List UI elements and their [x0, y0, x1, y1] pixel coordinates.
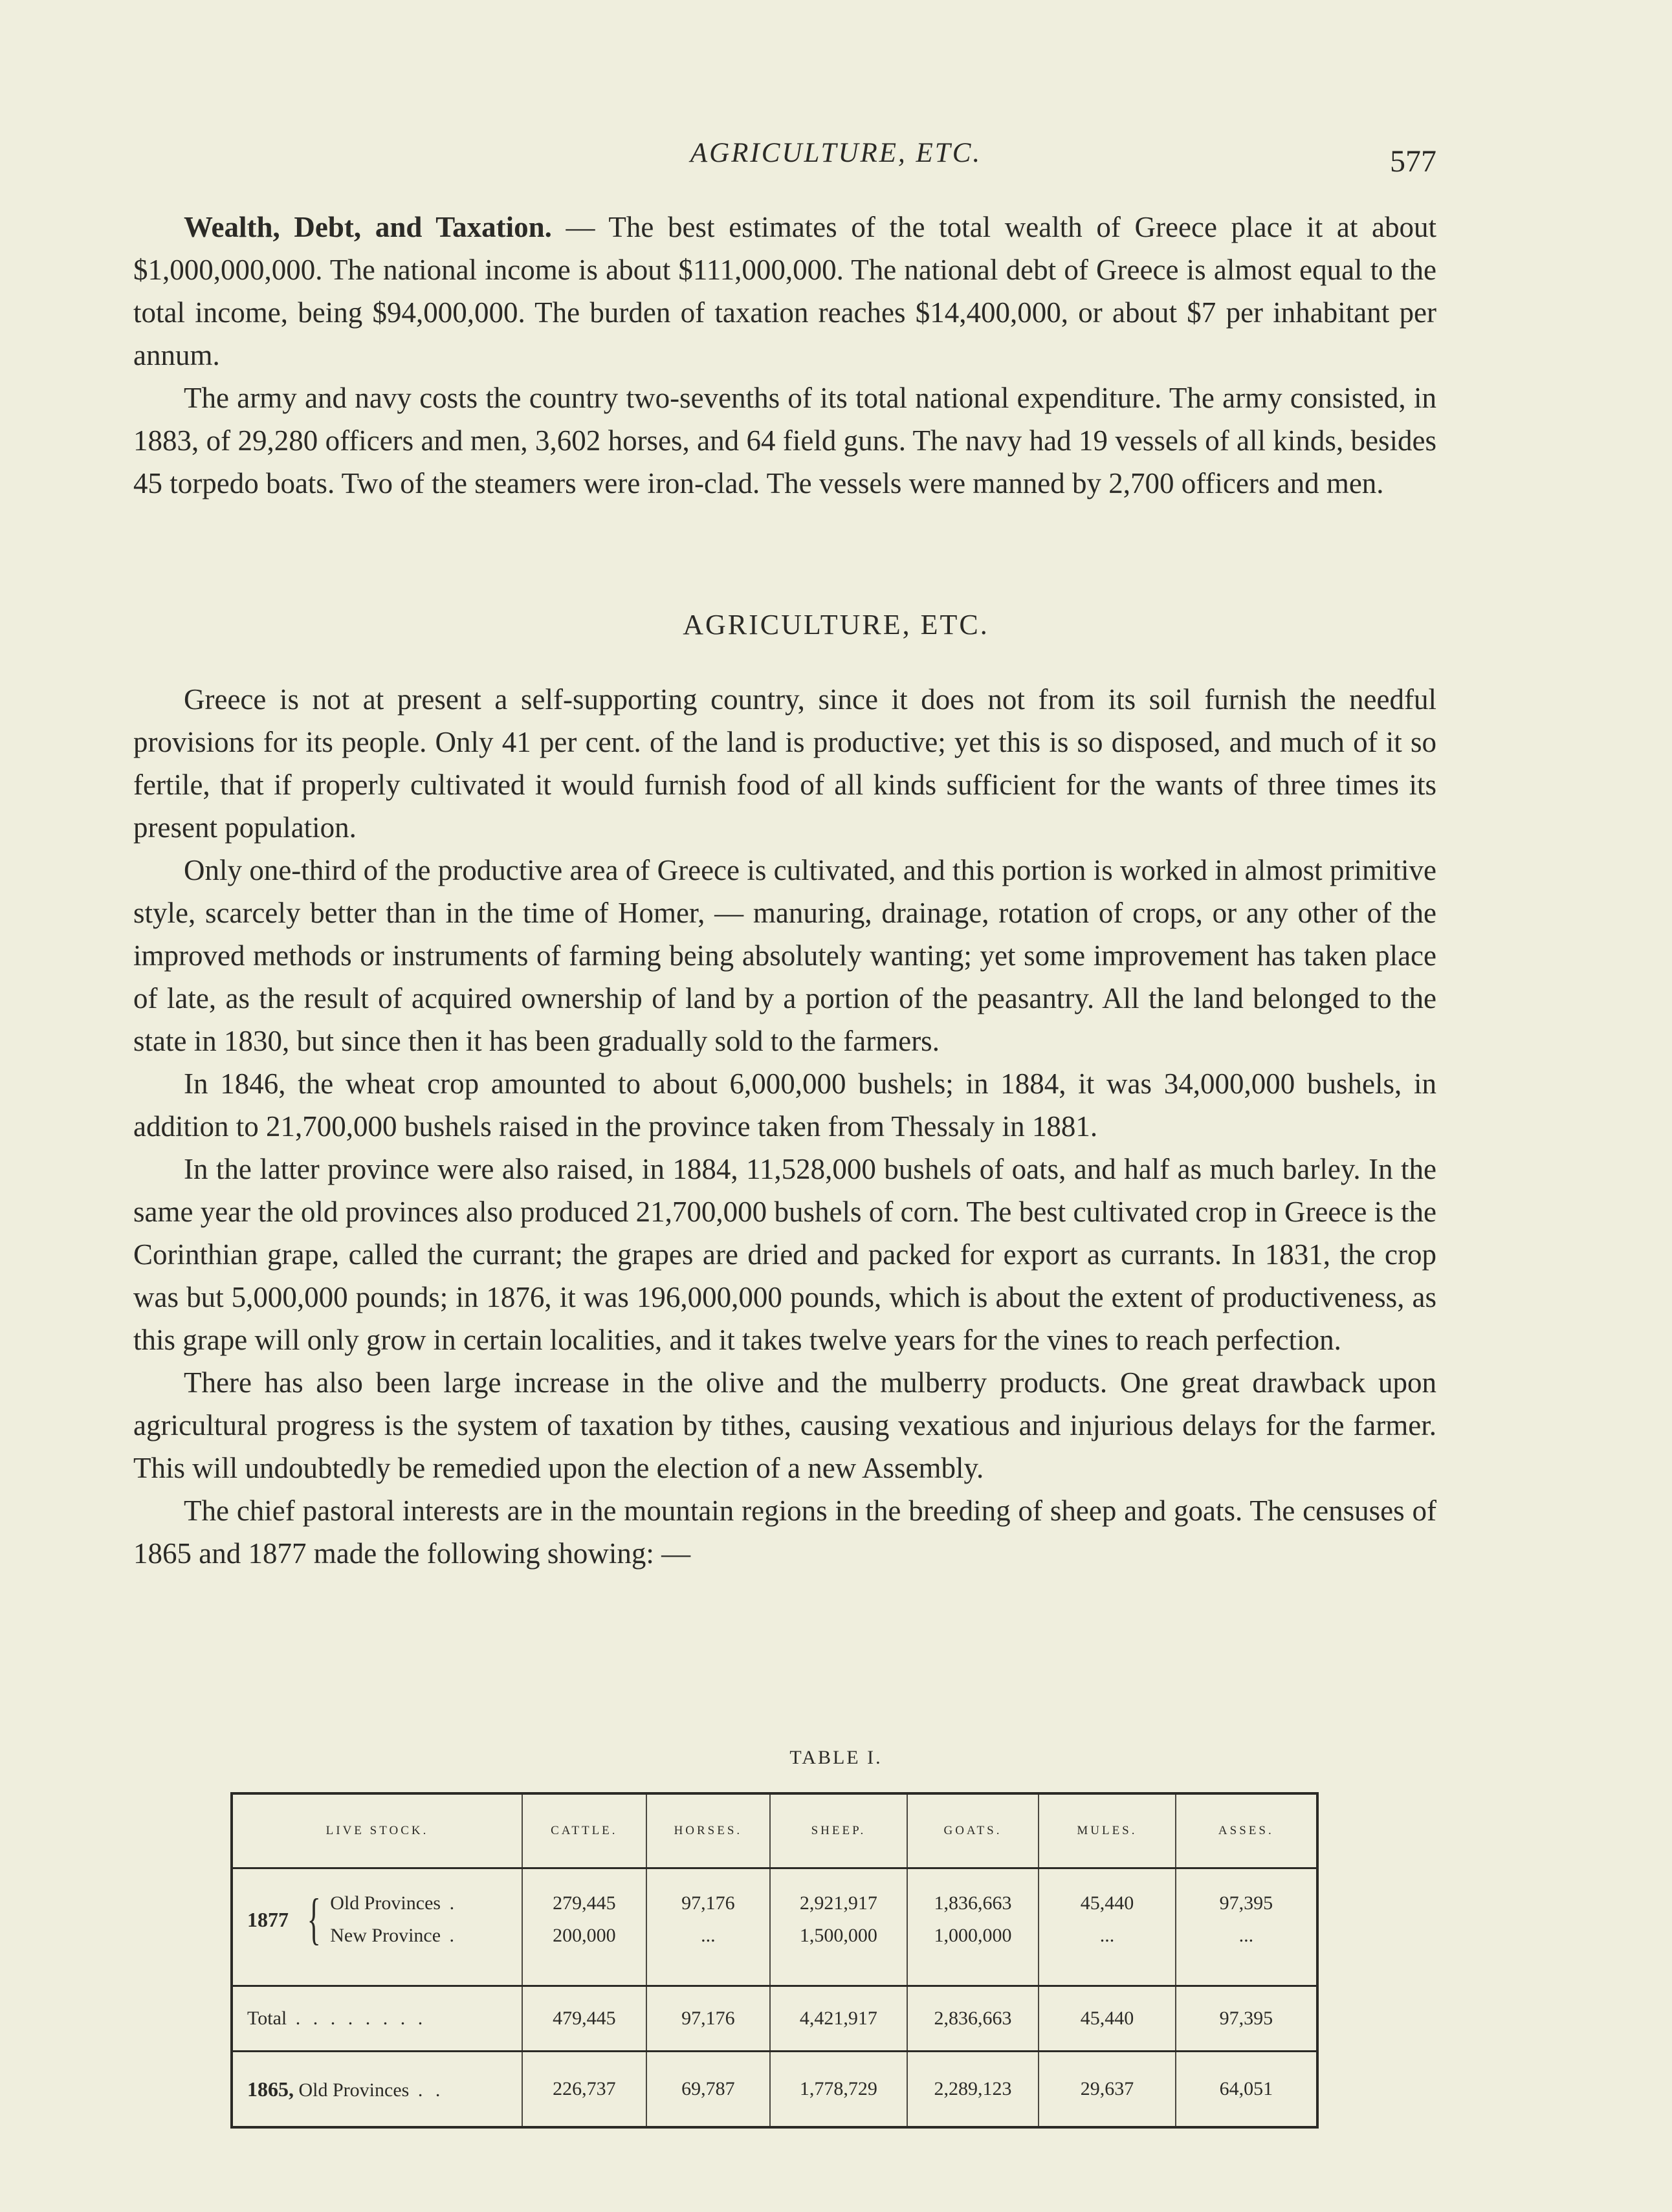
old-provinces-label: Old Provinces	[330, 1892, 441, 1914]
col-header-mules: MULES.	[1039, 1793, 1175, 1868]
cell-asses-1877: 97,395 ...	[1176, 1868, 1317, 1986]
cell-mules-1865: 29,637	[1039, 2052, 1175, 2128]
brace-glyph: {	[307, 1888, 321, 1951]
cell-asses-total: 97,395	[1176, 1986, 1317, 2052]
cell-horses-1865: 69,787	[646, 2052, 771, 2128]
agri-paragraph-5: There has also been large increase in the olive and the mulberry products. One great drawback upon agricultural progress is the system of taxation by tithes, causing vexatious and injurious delays for the farmer. This will undoubtedly be remedied upon the election of a new Assembly.	[133, 1366, 1436, 1484]
col-header-cattle: CATTLE.	[522, 1793, 646, 1868]
col-header-sheep: SHEEP.	[770, 1793, 907, 1868]
wealth-section	[133, 206, 1436, 505]
section-heading: AGRICULTURE, ETC.	[683, 609, 989, 641]
agri-paragraph-1: Greece is not at present a self-supporting country, since it does not from its soil furnish the needful provisions for its people. Only 41 per cent. of the land is productive; yet this is so disposed, and much of it so fertile, that if properly cultivated it would furnish food of all kinds sufficient for the wants of three times its present population.	[133, 683, 1436, 844]
col-header-asses: ASSES.	[1176, 1793, 1317, 1868]
page-number: 577	[1390, 144, 1436, 179]
year-1877: 1877	[247, 1908, 289, 1931]
cell-mules-total: 45,440	[1039, 1986, 1175, 2052]
wealth-paragraph-2: The army and navy costs the country two-sevenths of its total national expenditure. The army consisted, in 1883, of 29,280 officers and men, 3,602 horses, and 64 field guns. The navy had 19 vessels of all kinds, besides 45 torpedo boats. Two of the steamers were iron-clad. The vessels were manned by 2,700 officers and men.	[133, 382, 1436, 499]
col-header-live-stock: LIVE STOCK.	[232, 1793, 522, 1868]
agriculture-section	[133, 678, 1436, 1575]
wealth-paragraph-1	[133, 206, 1436, 377]
table-header-row	[232, 1793, 1317, 1868]
cell-goats-1877: 1,836,663 1,000,000	[907, 1868, 1039, 1986]
cell-cattle-1865: 226,737	[522, 2052, 646, 2128]
wealth-paragraph-1-body: — The best estimates of the total wealth of Greece place it at about $1,000,000,000. The national income is about $111,000,000. The national debt of Greece is almost equal to the total income, being $94,000,000. The burden of taxation reaches $14,400,000, or about $7 per inhabitant per annum.	[133, 211, 1436, 371]
cell-horses-total: 97,176	[646, 1986, 771, 2052]
cell-goats-1865: 2,289,123	[907, 2052, 1039, 2128]
table-row-1877	[232, 1868, 1317, 1986]
col-header-horses: HORSES.	[646, 1793, 771, 1868]
col-header-goats: GOATS.	[907, 1793, 1039, 1868]
cell-goats-total: 2,836,663	[907, 1986, 1039, 2052]
cell-asses-1865: 64,051	[1176, 2052, 1317, 2128]
cell-sheep-1877: 2,921,917 1,500,000	[770, 1868, 907, 1986]
cell-horses-1877: 97,176 ...	[646, 1868, 771, 1986]
live-stock-table	[230, 1792, 1319, 2129]
agri-paragraph-3: In 1846, the wheat crop amounted to about 6,000,000 bushels; in 1884, it was 34,000,000 bushels, in addition to 21,700,000 bushels raised in the province taken from Thessaly in 1881.	[133, 1068, 1436, 1143]
cell-cattle-1877: 279,445 200,000	[522, 1868, 646, 1986]
row-label-1865: 1865, Old Provinces . .	[232, 2052, 522, 2128]
cell-cattle-total: 479,445	[522, 1986, 646, 2052]
wealth-heading: Wealth, Debt, and Taxation.	[184, 211, 552, 243]
table-caption: TABLE I.	[789, 1747, 883, 1768]
new-province-label: New Province	[330, 1925, 441, 1946]
cell-mules-1877: 45,440 ...	[1039, 1868, 1175, 1986]
table-row-1865	[232, 2052, 1317, 2128]
agri-paragraph-6: The chief pastoral interests are in the mountain regions in the breeding of sheep and goats. The censuses of 1865 and 1877 made the following showing: —	[133, 1495, 1436, 1570]
table-row-total	[232, 1986, 1317, 2052]
row-label-1877: 1877 { Old Provinces . New Province .	[232, 1868, 522, 1986]
cell-sheep-total: 4,421,917	[770, 1986, 907, 2052]
cell-sheep-1865: 1,778,729	[770, 2052, 907, 2128]
running-head: AGRICULTURE, ETC.	[690, 138, 982, 168]
row-label-total: Total . . . . . . . .	[232, 1986, 522, 2052]
agri-paragraph-2: Only one-third of the productive area of Greece is cultivated, and this portion is worked in almost primitive style, scarcely better than in the time of Homer, — manuring, drainage, rotation of crops, or any other of the improved methods or instruments of farming being absolutely wanting; yet some improvement has taken place of late, as the result of acquired ownership of land by a portion of the peasantry. All the land belonged to the state in 1830, but since then it has been gradually sold to the farmers.	[133, 854, 1436, 1057]
agri-paragraph-4: In the latter province were also raised, in 1884, 11,528,000 bushels of oats, and half as much barley. In the same year the old provinces also produced 21,700,000 bushels of corn. The best cultivated crop in Greece is the Corinthian grape, called the currant; the grapes are dried and packed for export as currants. In 1831, the crop was but 5,000,000 pounds; in 1876, it was 196,000,000 pounds, which is about the extent of productiveness, as this grape will only grow in certain localities, and it takes twelve years for the vines to reach perfection.	[133, 1153, 1436, 1356]
